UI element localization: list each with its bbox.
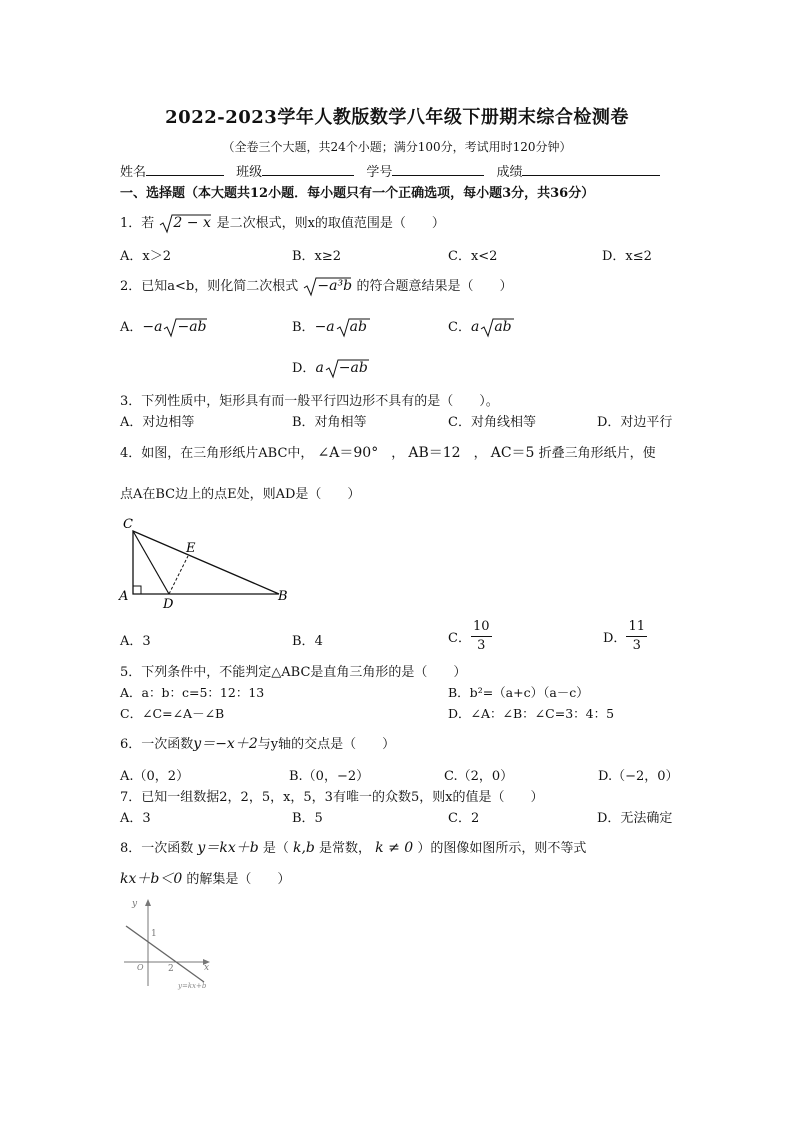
- label-b: B: [278, 589, 288, 604]
- q8-stem-line2: kx＋b＜0 的解集是（ ）: [120, 871, 291, 887]
- fraction: $\frac{10}{3}$: [472, 619, 490, 653]
- q1-option-b[interactable]: B．x≥2: [292, 249, 342, 264]
- q4-stem-line1: 4．如图，在三角形纸片ABC中， ∠A＝90° ， AB＝12 ， AC＝5 折叠三角形纸片，使: [120, 445, 656, 461]
- id-blank[interactable]: [392, 163, 484, 176]
- label-d: D: [163, 597, 174, 612]
- tick-label-2: 2: [168, 964, 174, 974]
- q1-option-c[interactable]: C．x<2: [448, 249, 498, 264]
- q5-option-a[interactable]: A．a：b：c=5：12：13: [120, 685, 265, 700]
- right-angle-mark: [133, 586, 141, 594]
- q4-option-d[interactable]: D． $\frac{11}{3}$: [603, 619, 645, 653]
- q5-option-d[interactable]: D．∠A：∠B：∠C=3：4：5: [448, 706, 615, 721]
- label-e: E: [186, 541, 196, 556]
- q3-option-d[interactable]: D．对边平行: [597, 415, 673, 430]
- q1-option-a[interactable]: A．x＞2: [120, 249, 171, 264]
- q5-option-c[interactable]: C．∠C=∠A－∠B: [120, 706, 225, 721]
- q3-stem: 3．下列性质中，矩形具有而一般平行四边形不具有的是（ ）。: [120, 394, 499, 409]
- q8-function-graph: [118, 896, 218, 992]
- id-label: 学号: [366, 165, 393, 180]
- q6-option-b[interactable]: B.（0，−2）: [289, 769, 370, 784]
- q6-option-a[interactable]: A.（0，2）: [120, 769, 190, 784]
- q4-option-b[interactable]: B．4: [292, 634, 323, 649]
- q4-triangle-figure: [112, 512, 302, 612]
- origin-label: O: [137, 963, 144, 972]
- fold-line-cd: [133, 531, 169, 594]
- page-title: 2022-2023学年人教版数学八年级下册期末综合检测卷: [165, 107, 629, 128]
- x-axis-label: x: [204, 963, 210, 973]
- fraction: $\frac{11}{3}$: [628, 619, 645, 653]
- score-label: 成绩: [496, 165, 523, 180]
- q7-option-d[interactable]: D．无法确定: [597, 811, 673, 826]
- class-blank[interactable]: [262, 163, 354, 176]
- q7-option-a[interactable]: A．3: [120, 811, 151, 826]
- q7-stem: 7．已知一组数据2，2，5，x，5，3有唯一的众数5，则x的值是（ ）: [120, 790, 544, 805]
- q4-option-a[interactable]: A．3: [120, 634, 151, 649]
- q1-option-d[interactable]: D．x≤2: [602, 249, 652, 264]
- label-c: C: [123, 517, 133, 532]
- q7-option-b[interactable]: B．5: [292, 811, 323, 826]
- q6-option-c[interactable]: C.（2，0）: [444, 769, 514, 784]
- q4-stem-line2: 点A在BC边上的点E处，则AD是（ ）: [120, 487, 361, 502]
- name-blank[interactable]: [146, 163, 224, 176]
- q1-stem: 1．若 2 − x 是二次根式，则x的取值范围是（ ）: [120, 212, 445, 235]
- score-blank[interactable]: [522, 163, 660, 176]
- q5-stem: 5．下列条件中，不能判定△ABC是直角三角形的是（ ）: [120, 665, 467, 680]
- q2-option-c[interactable]: C．a ab: [448, 316, 515, 339]
- q3-option-a[interactable]: A．对边相等: [120, 415, 195, 430]
- y-axis-label: y: [132, 899, 138, 909]
- exam-subtitle: （全卷三个大题，共24个小题；满分100分，考试用时120分钟）: [222, 140, 572, 154]
- y-axis-arrow-icon: [145, 899, 151, 906]
- q4-option-c[interactable]: C． $\frac{10}{3}$: [448, 619, 490, 653]
- tick-label-1: 1: [151, 929, 157, 939]
- q2-option-d[interactable]: D．a −ab: [292, 357, 370, 380]
- q2-option-b[interactable]: B．−a ab: [292, 316, 371, 339]
- q7-option-c[interactable]: C．2: [448, 811, 480, 826]
- q2-stem: 2．已知a<b，则化简二次根式 −a³b 的符合题意结果是（ ）: [120, 275, 513, 298]
- q2-option-a[interactable]: A．−a −ab: [120, 316, 208, 339]
- q6-stem: 6．一次函数y＝−x＋2与y轴的交点是（ ）: [120, 736, 396, 752]
- name-label: 姓名: [120, 165, 147, 180]
- q1-radical: 2 − x: [158, 213, 212, 235]
- q5-option-b[interactable]: B．b²=（a+c）（a－c）: [448, 685, 589, 700]
- q8-stem-line1: 8．一次函数 y＝kx＋b 是（ k,b 是常数， k ≠ 0 ）的图像如图所示，则不等式: [120, 840, 587, 856]
- q6-option-d[interactable]: D.（−2，0）: [598, 769, 679, 784]
- fold-line-de: [169, 556, 188, 594]
- line-label: y=kx+b: [178, 982, 207, 990]
- q3-option-b[interactable]: B．对角相等: [292, 415, 367, 430]
- section-heading: 一、选择题（本大题共12小题．每小题只有一个正确选项，每小题3分，共36分）: [120, 186, 595, 201]
- triangle-abc: [133, 531, 279, 594]
- class-label: 班级: [236, 165, 263, 180]
- label-a: A: [119, 589, 129, 604]
- student-info-row: [120, 161, 668, 180]
- function-line: [126, 926, 204, 982]
- q2-radical: −a³b: [302, 276, 352, 298]
- q3-option-c[interactable]: C．对角线相等: [448, 415, 536, 430]
